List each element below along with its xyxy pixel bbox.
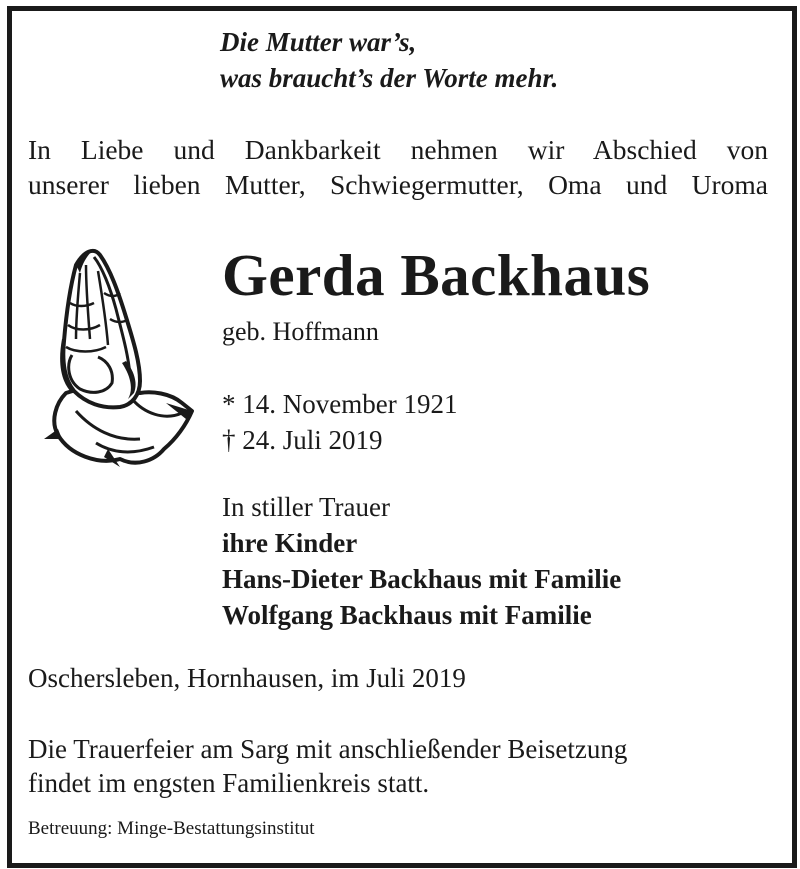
motto bbox=[220, 24, 558, 96]
funeral-note-line-1: Die Trauerfeier am Sarg mit anschließender Beisetzung bbox=[28, 734, 628, 764]
intro-line-1: In Liebe und Dankbarkeit nehmen wir Abschied von bbox=[28, 134, 768, 165]
mourners-line: Wolfgang Backhaus mit Familie bbox=[222, 600, 592, 630]
motto-line-2: was braucht’s der Worte mehr. bbox=[220, 63, 559, 93]
mourners-line: ihre Kinder bbox=[222, 528, 358, 558]
life-dates bbox=[222, 386, 457, 458]
death-date: † 24. Juli 2019 bbox=[222, 425, 383, 455]
mourners bbox=[222, 489, 621, 633]
funeral-note-line-2: findet im engsten Familienkreis statt. bbox=[28, 768, 430, 798]
intro-line-2: unserer lieben Mutter, Schwiegermutter, Oma und Uroma bbox=[28, 169, 768, 200]
intro-text bbox=[28, 132, 768, 202]
mourners-intro: In stiller Trauer bbox=[222, 492, 390, 522]
mourners-line: Hans-Dieter Backhaus mit Familie bbox=[222, 564, 622, 594]
motto-line-1: Die Mutter war’s, bbox=[220, 27, 417, 57]
funeral-home: Betreuung: Minge-Bestattungsinstitut bbox=[28, 818, 315, 839]
deceased-name: Gerda Backhaus bbox=[222, 242, 651, 308]
funeral-note bbox=[28, 732, 768, 800]
maiden-name: geb. Hoffmann bbox=[222, 317, 379, 346]
birth-date: * 14. November 1921 bbox=[222, 389, 458, 419]
place-date: Oschersleben, Hornhausen, im Juli 2019 bbox=[28, 663, 466, 693]
praying-hands-icon bbox=[36, 243, 196, 468]
